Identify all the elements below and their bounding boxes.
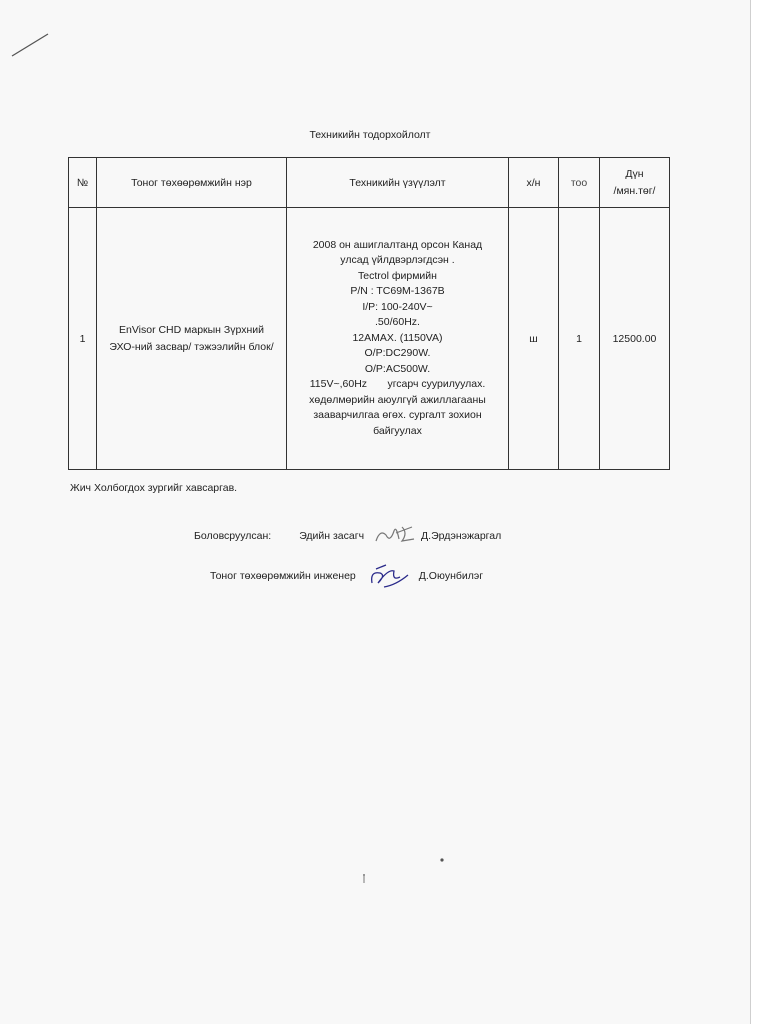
header-no: № bbox=[69, 158, 97, 208]
spec-line: O/P:DC290W. bbox=[364, 347, 431, 360]
spec-line: I/P: 100-240V~ bbox=[362, 300, 433, 313]
spec-line: зааварчилгаа өгөх. сургалт зохион bbox=[313, 409, 482, 422]
cell-name-text: EnVisor CHD маркын Зүрхний ЭХО-ний засвар/ тэжээлийн блок/ bbox=[109, 323, 274, 353]
signature-engineer bbox=[366, 561, 411, 591]
header-price-line1: Дүн bbox=[625, 167, 644, 180]
spec-line: P/N : TC69M-1367B bbox=[350, 285, 445, 298]
economist-title: Эдийн засагч bbox=[299, 530, 365, 542]
table-row bbox=[69, 208, 670, 470]
header-unit: х/н bbox=[509, 158, 559, 208]
table-header-row bbox=[69, 158, 670, 208]
spec-line: Tectrol фирмийн bbox=[358, 269, 437, 282]
ink-speck bbox=[360, 873, 368, 885]
spec-table bbox=[68, 157, 670, 470]
header-price bbox=[600, 158, 670, 208]
spec-line: улсад үйлдвэрлэгдсэн . bbox=[340, 254, 455, 267]
engineer-title: Тоног төхөөрөмжийн инженер bbox=[210, 570, 356, 582]
cell-unit: ш bbox=[509, 208, 559, 470]
cell-spec bbox=[287, 208, 509, 470]
header-spec: Техникийн үзүүлэлт bbox=[287, 158, 509, 208]
header-name: Тоног төхөөрөмжийн нэр bbox=[97, 158, 287, 208]
pen-mark bbox=[10, 30, 50, 60]
spec-lines bbox=[289, 238, 506, 440]
header-price-line2: /мян.төг/ bbox=[613, 184, 656, 197]
spec-line: байгуулах bbox=[373, 424, 422, 437]
spec-line: 115V~,60Hz угсарч суурилуулах. bbox=[309, 378, 486, 391]
engineer-name: Д.Оюунбилэг bbox=[418, 570, 484, 582]
signature-row-economist bbox=[194, 521, 501, 551]
signature-row-engineer bbox=[210, 561, 483, 591]
spec-line: хөдөлмөрийн аюулгүй ажиллагааны bbox=[309, 393, 486, 406]
header-qty: тоо bbox=[559, 158, 600, 208]
spec-line: O/P:AC500W. bbox=[364, 362, 431, 375]
ink-speck bbox=[438, 856, 446, 864]
signature-economist bbox=[372, 521, 417, 551]
document-title: Техникийн тодорхойлолт bbox=[309, 129, 431, 141]
cell-no: 1 bbox=[69, 208, 97, 470]
cell-name bbox=[97, 208, 287, 470]
spec-line: 12AMAX. (1150VA) bbox=[352, 331, 443, 344]
cell-price: 12500.00 bbox=[600, 208, 670, 470]
cell-qty: 1 bbox=[559, 208, 600, 470]
note-text: Жич Холбогдох зургийг хавсаргав. bbox=[70, 482, 238, 494]
spec-line: 2008 он ашиглалтанд орсон Канад bbox=[312, 238, 483, 251]
spec-line: .50/60Hz. bbox=[375, 316, 420, 329]
economist-name: Д.Эрдэнэжаргал bbox=[421, 530, 502, 542]
prepared-label: Боловсруулсан: bbox=[194, 530, 272, 542]
